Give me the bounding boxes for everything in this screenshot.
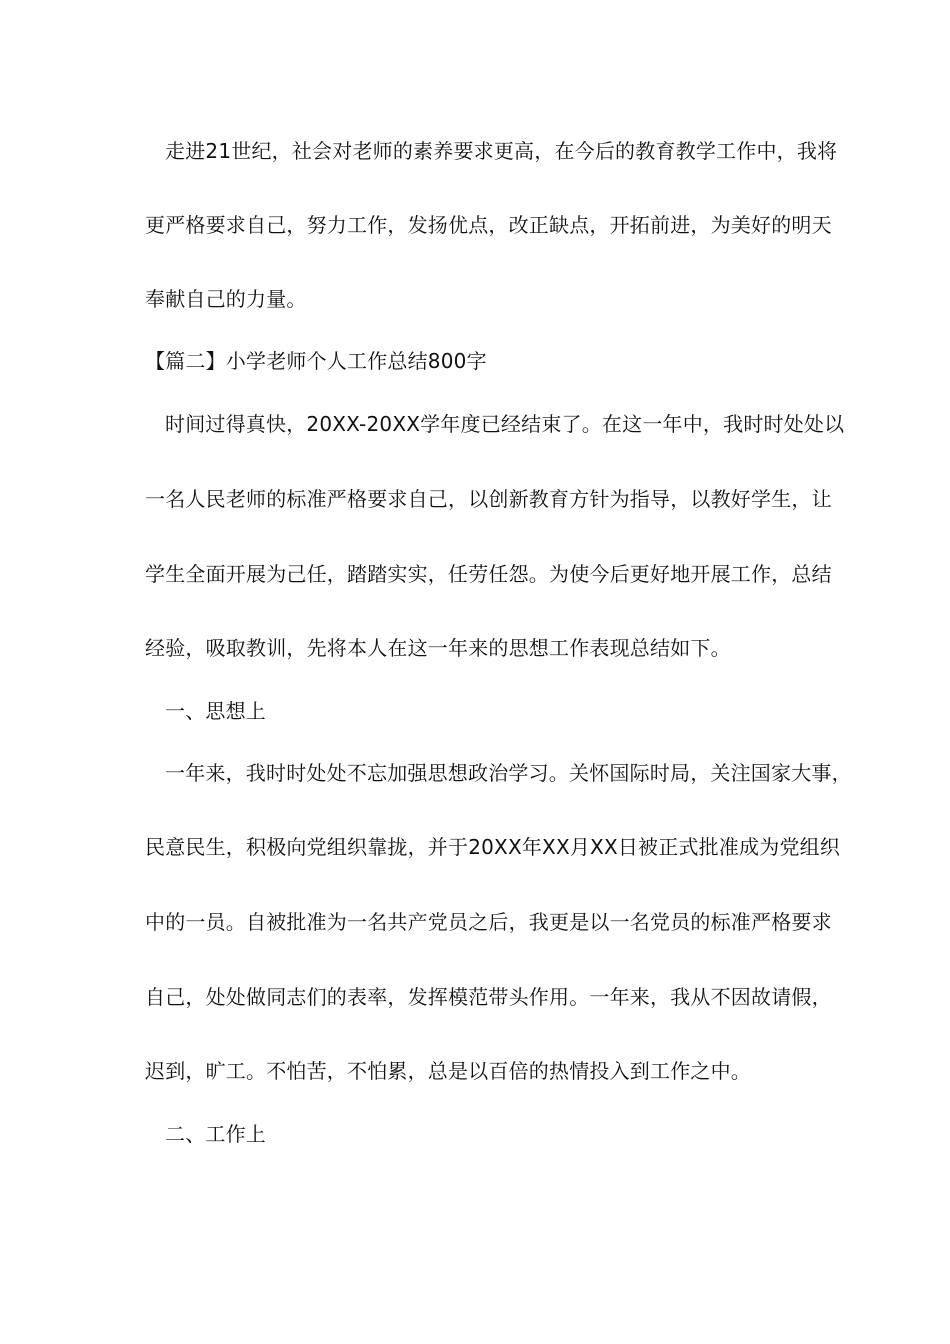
paragraph-line: 自己，处处做同志们的表率，发挥模范带头作用。一年来，我从不因故请假， — [145, 985, 832, 1009]
paragraph-line: 学生全面开展为己任，踏踏实实，任劳任怨。为使今后更好地开展工作，总结 — [145, 562, 832, 586]
subsection-heading: 一、思想上 — [165, 699, 266, 723]
paragraph-line: 时间过得真快，20XX-20XX学年度已经结束了。在这一年中，我时时处处以 — [165, 412, 845, 436]
paragraph-line: 更严格要求自己，努力工作，发扬优点，改正缺点，开拓前进，为美好的明天 — [145, 213, 832, 237]
paragraph-line: 走进21世纪，社会对老师的素养要求更高，在今后的教育教学工作中，我将 — [165, 139, 838, 163]
paragraph-line: 迟到，旷工。不怕苦，不怕累，总是以百倍的热情投入到工作之中。 — [145, 1059, 751, 1083]
paragraph-line: 经验，吸取教训，先将本人在这一年来的思想工作表现总结如下。 — [145, 636, 731, 660]
paragraph-line: 中的一员。自被批准为一名共产党员之后，我更是以一名党员的标准严格要求 — [145, 910, 832, 934]
paragraph-line: 一年来，我时时处处不忘加强思想政治学习。关怀国际时局，关注国家大事， — [165, 761, 852, 785]
section-heading: 【篇二】小学老师个人工作总结800字 — [145, 349, 487, 373]
paragraph-line: 一名人民老师的标准严格要求自己，以创新教育方针为指导，以教好学生，让 — [145, 487, 832, 511]
paragraph-line: 民意民生，积极向党组织靠拢，并于20XX年XX月XX日被正式批准成为党组织 — [145, 835, 841, 859]
paragraph-line: 奉献自己的力量。 — [145, 287, 307, 311]
subsection-heading: 二、工作上 — [165, 1122, 266, 1146]
